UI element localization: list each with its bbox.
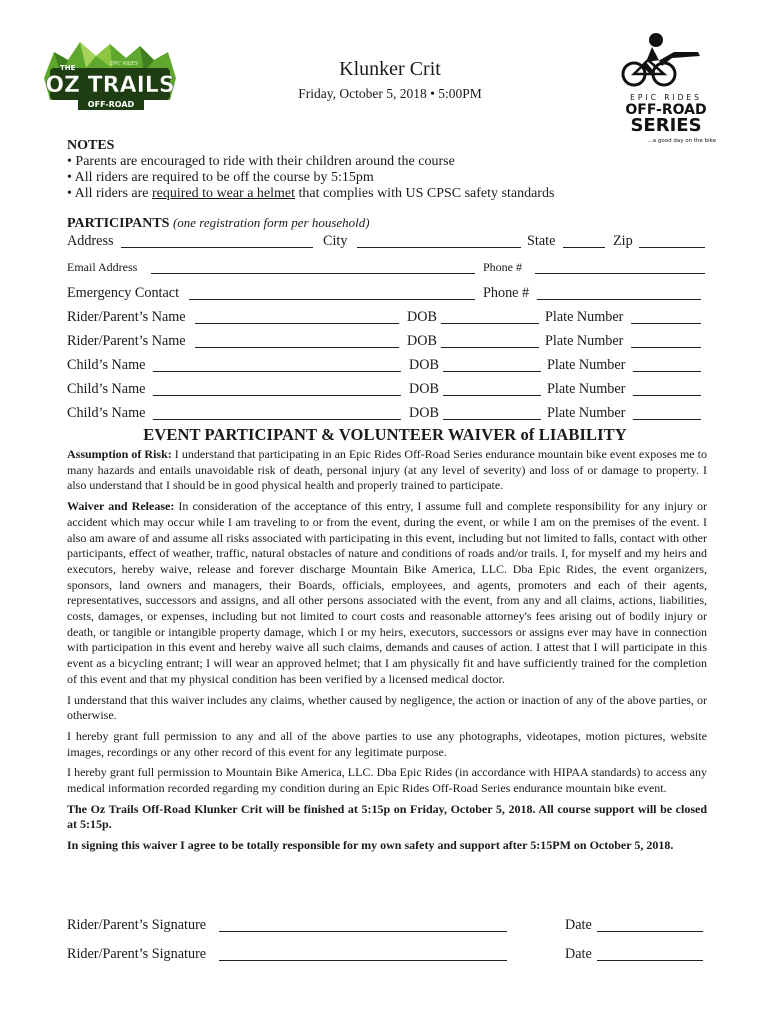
address-row	[67, 232, 707, 252]
phone-label: Phone #	[483, 260, 522, 274]
rider-name-label: Rider/Parent’s Name	[67, 333, 186, 349]
plate-label: Plate Number	[547, 405, 626, 421]
logo-text-mid: EPIC RIDES	[110, 61, 138, 67]
event-title: Klunker Crit	[339, 58, 441, 80]
cyclist-icon	[623, 33, 700, 85]
child-row	[67, 356, 707, 376]
state-field[interactable]	[563, 247, 605, 248]
child-name-field[interactable]	[153, 371, 401, 372]
dob-field[interactable]	[443, 419, 541, 420]
date-label: Date	[565, 946, 592, 962]
signature-field[interactable]	[219, 931, 507, 932]
oz-trails-logo	[40, 38, 180, 116]
dob-field[interactable]	[443, 395, 541, 396]
note-text: that complies with US CPSC safety standards	[295, 186, 555, 201]
waiver-title: EVENT PARTICIPANT & VOLUNTEER WAIVER of LIABILITY	[143, 425, 627, 444]
child-name-label: Child’s Name	[67, 357, 146, 373]
signature-field[interactable]	[219, 960, 507, 961]
dob-field[interactable]	[441, 347, 539, 348]
dob-label: DOB	[407, 333, 437, 349]
logo-text-main: OZ TRAILS	[45, 73, 175, 98]
rider-row	[67, 308, 707, 328]
email-field[interactable]	[151, 273, 475, 274]
logo-text-top: THE	[60, 64, 76, 72]
note-text: • All riders are	[67, 186, 152, 201]
plate-field[interactable]	[631, 323, 701, 324]
plate-field[interactable]	[633, 419, 701, 420]
dob-label: DOB	[409, 381, 439, 397]
participants-section	[67, 214, 707, 424]
release-label: Waiver and Release:	[67, 499, 175, 514]
plate-label: Plate Number	[545, 309, 624, 325]
email-label: Email Address	[67, 260, 138, 274]
date-field[interactable]	[597, 931, 703, 932]
epic-rides-logo	[612, 30, 720, 145]
rider-name-label: Rider/Parent’s Name	[67, 309, 186, 325]
logo-right-line2: OFF-ROAD	[625, 102, 707, 118]
plate-field[interactable]	[631, 347, 701, 348]
zip-label: Zip	[613, 233, 633, 249]
waiver-body	[67, 447, 707, 859]
emergency-phone-field[interactable]	[537, 299, 701, 300]
release-text: In consideration of the acceptance of this entry, I assume full and complete responsibility for any injury or accident which may occur while I am traveling to or from the event, during the event, or while I am on the premises of the event. I also am aware of and assume all risks associated with participating in this event, including but not limited to falls, contact with other participants, effect of weather, traffic, natural obstacles of nature and conditions of roads and/or trails. I, for myself and my heirs and executors, hereby waive, release and forever discharge Mountain Bike America, LLC. Dba Epic Rides, the event organizers, sponsors, land owners and managers, their Boards, officials, employees, and agents, promoters and each of their agents, representatives, successors and assigns, and all other persons associated with the event, from any and all claims, actions, liabilities, costs, damages, or expenses, including but not limited to court costs and reasonable attorney's fees arising out of bodily injury or death, or tangible or intangible property damage, which I or my heirs, executors, successors or assigns ever may have in connection with participation in this event and hereby waive all such claims, demands and causes of action. I attest that I will participate in this event as a bicycling entrant; I will wear an approved helmet; that I am physically fit and have sufficiently trained for the completion of this event and that my physical condition has been verified by a licensed medical doctor.	[67, 499, 707, 686]
emergency-phone-label: Phone #	[483, 285, 530, 301]
emergency-row	[67, 284, 707, 304]
waiver-bold-notice: In signing this waiver I agree to be totally responsible for my own safety and support after 5:15PM on October 5, 2018.	[67, 838, 674, 853]
notes-heading: NOTES	[67, 138, 115, 153]
email-row	[67, 258, 707, 278]
note-item	[67, 186, 667, 202]
note-item: • Parents are encouraged to ride with their children around the course	[67, 154, 455, 169]
emergency-contact-field[interactable]	[189, 299, 475, 300]
dob-label: DOB	[407, 309, 437, 325]
signature-row	[67, 945, 707, 965]
signature-row	[67, 916, 707, 936]
logo-text-bottom: OFF-ROAD	[87, 100, 135, 109]
signature-label: Rider/Parent’s Signature	[67, 917, 207, 933]
address-label: Address	[67, 233, 114, 249]
participants-note: (one registration form per household)	[172, 215, 370, 230]
date-field[interactable]	[597, 960, 703, 961]
child-name-label: Child’s Name	[67, 405, 146, 421]
plate-label: Plate Number	[547, 381, 626, 397]
state-label: State	[527, 233, 556, 249]
address-field[interactable]	[121, 247, 313, 248]
child-row	[67, 380, 707, 400]
waiver-bold-notice: The Oz Trails Off-Road Klunker Crit will be finished at 5:15p on Friday, October 5, 2018. All course support will be closed at 5:15p.	[67, 801, 707, 832]
child-row	[67, 404, 707, 424]
assumption-label: Assumption of Risk:	[67, 447, 172, 461]
participants-title: PARTICIPANTS	[67, 216, 170, 231]
event-date: Friday, October 5, 2018 • 5:00PM	[298, 86, 482, 101]
notes-section	[67, 138, 667, 202]
event-header	[240, 57, 540, 103]
dob-field[interactable]	[441, 323, 539, 324]
waiver-paragraph: I understand that this waiver includes any claims, whether caused by negligence, the action or inaction of any of the above parties, or otherwise.	[67, 692, 707, 723]
plate-field[interactable]	[633, 371, 701, 372]
note-underlined-text: required to wear a helmet	[151, 186, 296, 201]
signature-label: Rider/Parent’s Signature	[67, 946, 207, 962]
logo-right-line3: SERIES	[630, 115, 702, 136]
logo-right-tagline: ...a good day on the bike	[647, 138, 716, 144]
dob-label: DOB	[409, 357, 439, 373]
date-label: Date	[565, 917, 592, 933]
zip-field[interactable]	[639, 247, 705, 248]
plate-field[interactable]	[633, 395, 701, 396]
dob-label: DOB	[409, 405, 439, 421]
plate-label: Plate Number	[547, 357, 626, 373]
emergency-contact-label: Emergency Contact	[67, 285, 180, 301]
child-name-label: Child’s Name	[67, 381, 146, 397]
plate-label: Plate Number	[545, 333, 624, 349]
waiver-paragraph	[67, 499, 707, 687]
assumption-text: I understand that participating in an Epic Rides Off-Road Series endurance mountain bike event exposes me to many hazards and entails unavoidable risk of death, personal injury (at any level of severity) and loss of or damage to property. I also understand that I should be in good physical health and properly trained to participate.	[67, 447, 707, 493]
waiver-paragraph: I hereby grant full permission to any and all of the above parties to use any photographs, videotapes, motion pictures, website images, recordings or any other record of this event for any legitimate purpose.	[67, 728, 707, 759]
city-field[interactable]	[357, 247, 521, 248]
note-item: • All riders are required to be off the course by 5:15pm	[67, 170, 374, 185]
logo-right-line1: EPIC RIDES	[630, 93, 702, 102]
child-name-field[interactable]	[153, 419, 401, 420]
city-label: City	[323, 233, 348, 249]
dob-field[interactable]	[443, 371, 541, 372]
rider-row	[67, 332, 707, 352]
participants-heading	[67, 214, 707, 232]
waiver-paragraph: I hereby grant full permission to Mountain Bike America, LLC. Dba Epic Rides (in accordance with HIPAA standards) to access any medical information recorded regarding my condition during an Epic Rides Off-Road Series endurance mountain bike event.	[67, 765, 707, 796]
child-name-field[interactable]	[153, 395, 401, 396]
waiver-paragraph	[67, 447, 707, 494]
rider-name-field[interactable]	[195, 323, 399, 324]
rider-name-field[interactable]	[195, 347, 399, 348]
phone-field[interactable]	[535, 273, 705, 274]
